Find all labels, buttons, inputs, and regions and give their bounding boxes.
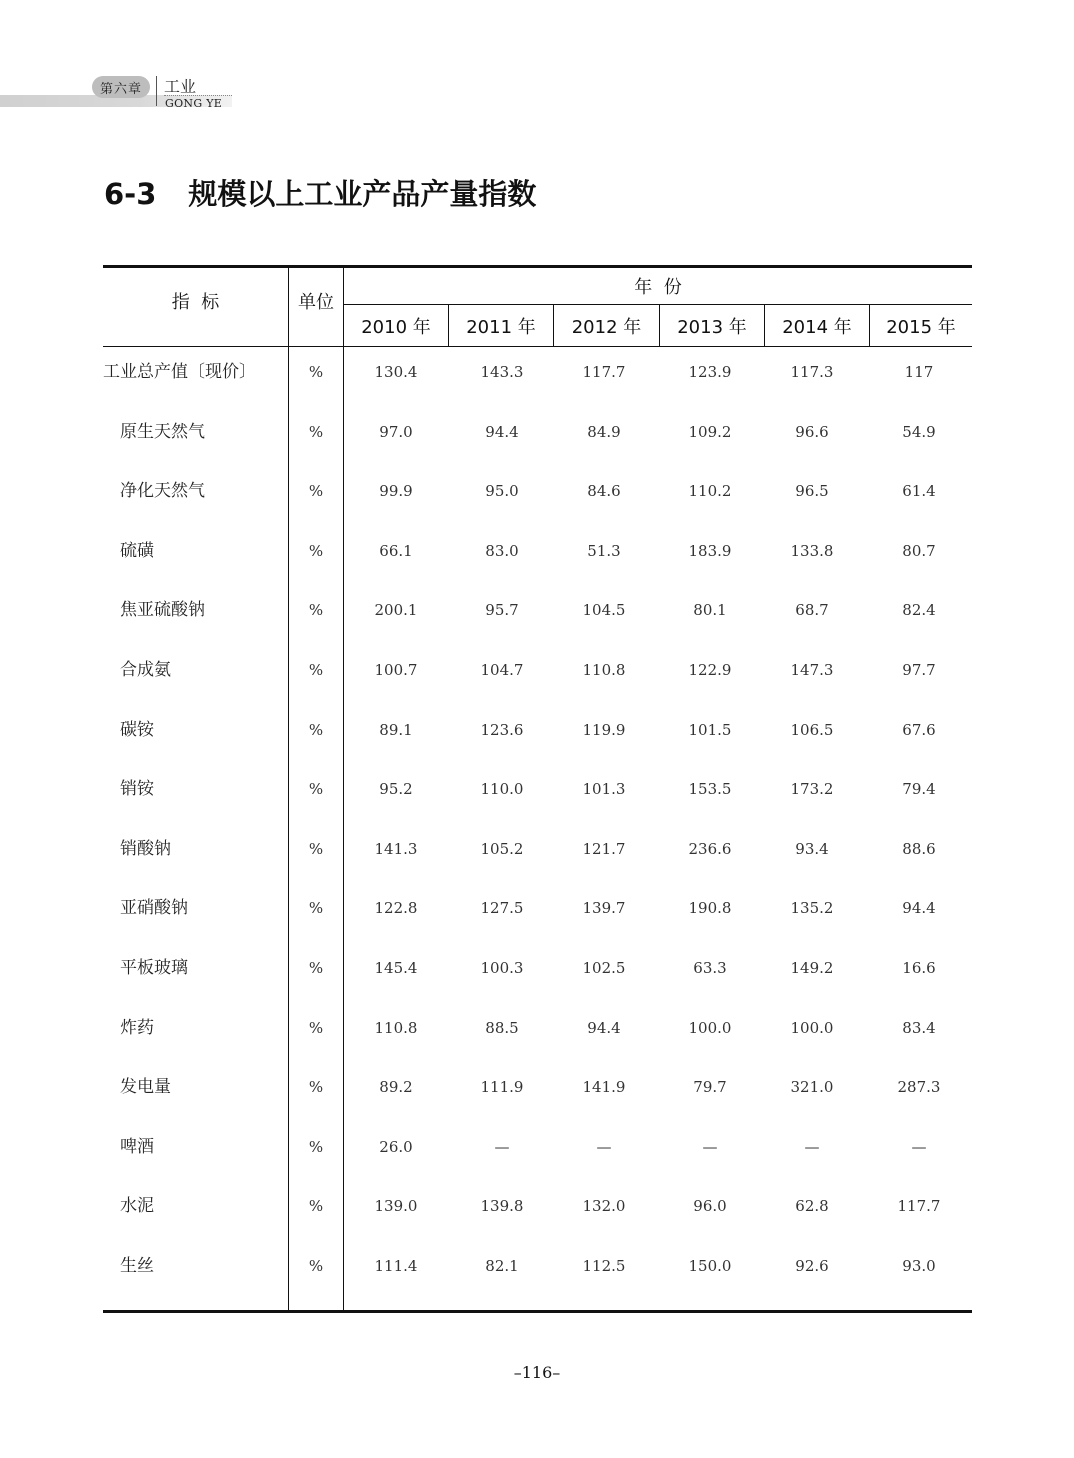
data-cell: 122.9 <box>688 661 732 679</box>
data-cell: 117.3 <box>790 363 834 381</box>
data-cell: 123.9 <box>688 363 732 381</box>
data-cell: 84.6 <box>587 482 621 500</box>
data-cell: 61.4 <box>902 482 936 500</box>
data-cell: 80.7 <box>902 542 936 560</box>
data-cell: — <box>804 1138 820 1156</box>
unit-data-divider <box>343 266 344 1312</box>
row-unit: % <box>308 1197 324 1215</box>
data-cell: 89.1 <box>379 721 413 739</box>
row-label: 碳铵 <box>120 720 154 740</box>
data-cell: 123.6 <box>480 721 524 739</box>
data-cell: 88.5 <box>485 1019 519 1037</box>
data-cell: 96.0 <box>693 1197 727 1215</box>
data-cell: 97.0 <box>379 423 413 441</box>
data-cell: 100.0 <box>790 1019 834 1037</box>
data-cell: 190.8 <box>688 899 732 917</box>
table-bottom-rule <box>103 1310 972 1313</box>
data-cell: 66.1 <box>379 542 413 560</box>
chapter-title: 工业 <box>164 77 197 96</box>
row-label: 生丝 <box>120 1256 154 1276</box>
row-label: 净化天然气 <box>120 481 205 501</box>
data-cell: 102.5 <box>582 959 626 977</box>
row-unit: % <box>308 1078 324 1096</box>
data-cell: 110.8 <box>582 661 626 679</box>
row-unit: % <box>308 780 324 798</box>
row-unit: % <box>308 721 324 739</box>
data-cell: 83.4 <box>902 1019 936 1037</box>
data-cell: 92.6 <box>795 1257 829 1275</box>
data-cell: 93.4 <box>795 840 829 858</box>
data-cell: 130.4 <box>374 363 418 381</box>
col-header-year: 2012 年 <box>571 317 642 338</box>
data-cell: 132.0 <box>582 1197 626 1215</box>
data-cell: 95.0 <box>485 482 519 500</box>
data-cell: 89.2 <box>379 1078 413 1096</box>
data-cell: 54.9 <box>902 423 936 441</box>
data-cell: 141.3 <box>374 840 418 858</box>
data-cell: 133.8 <box>790 542 834 560</box>
data-cell: 80.1 <box>693 601 727 619</box>
data-cell: 100.7 <box>374 661 418 679</box>
data-cell: 94.4 <box>902 899 936 917</box>
data-cell: 150.0 <box>688 1257 732 1275</box>
chapter-divider <box>156 76 157 106</box>
data-cell: 139.0 <box>374 1197 418 1215</box>
data-cell: 139.8 <box>480 1197 524 1215</box>
row-unit: % <box>308 542 324 560</box>
data-cell: 111.4 <box>374 1257 418 1275</box>
data-cell: 26.0 <box>379 1138 413 1156</box>
row-unit: % <box>308 601 324 619</box>
table-number: 6-3 <box>104 177 157 211</box>
data-cell: 135.2 <box>790 899 834 917</box>
year-group-rule <box>343 304 972 305</box>
row-label: 炸药 <box>120 1018 154 1038</box>
data-cell: 111.9 <box>480 1078 524 1096</box>
row-unit: % <box>308 1019 324 1037</box>
data-cell: 287.3 <box>897 1078 941 1096</box>
col-header-year: 2011 年 <box>466 317 536 338</box>
data-cell: 82.4 <box>902 601 936 619</box>
data-cell: 109.2 <box>688 423 732 441</box>
row-label: 销铵 <box>120 779 154 799</box>
chapter-title-underline <box>164 95 232 96</box>
data-cell: — <box>596 1138 612 1156</box>
data-cell: 16.6 <box>902 959 936 977</box>
row-label: 水泥 <box>120 1196 154 1216</box>
row-unit: % <box>308 363 324 381</box>
row-label: 焦亚硫酸钠 <box>120 600 205 620</box>
row-unit: % <box>308 1138 324 1156</box>
row-label: 平板玻璃 <box>120 958 188 978</box>
row-label: 原生天然气 <box>120 422 205 442</box>
col-header-unit: 单位 <box>298 292 334 313</box>
data-cell: 95.2 <box>379 780 413 798</box>
data-cell: 105.2 <box>480 840 524 858</box>
data-cell: 95.7 <box>485 601 519 619</box>
indicator-unit-divider <box>288 266 289 1312</box>
data-cell: 82.1 <box>485 1257 519 1275</box>
data-cell: 88.6 <box>902 840 936 858</box>
data-cell: 143.3 <box>480 363 524 381</box>
row-unit: % <box>308 959 324 977</box>
row-label: 销酸钠 <box>120 839 171 859</box>
data-cell: 200.1 <box>374 601 418 619</box>
row-label: 合成氨 <box>120 660 171 680</box>
col-header-year: 2010 年 <box>361 317 431 338</box>
data-cell: 173.2 <box>790 780 834 798</box>
data-cell: 117.7 <box>582 363 626 381</box>
data-cell: 79.4 <box>902 780 936 798</box>
data-cell: 99.9 <box>379 482 413 500</box>
row-unit: % <box>308 1257 324 1275</box>
col-header-year: 2015 年 <box>886 317 956 338</box>
row-unit: % <box>308 840 324 858</box>
col-header-year-group: 年 份 <box>634 277 682 298</box>
data-cell: 68.7 <box>795 601 829 619</box>
data-cell: 141.9 <box>582 1078 626 1096</box>
data-cell: 104.5 <box>582 601 626 619</box>
data-cell: 94.4 <box>485 423 519 441</box>
row-label: 发电量 <box>120 1077 171 1097</box>
data-cell: 97.7 <box>902 661 936 679</box>
data-cell: 139.7 <box>582 899 626 917</box>
table-title: 规模以上工业产品产量指数 <box>188 177 537 211</box>
data-cell: 127.5 <box>480 899 524 917</box>
data-cell: 153.5 <box>688 780 732 798</box>
data-cell: 321.0 <box>790 1078 834 1096</box>
row-label: 硫磺 <box>120 541 154 561</box>
data-cell: — <box>911 1138 927 1156</box>
data-cell: 96.6 <box>795 423 829 441</box>
chapter-pinyin: GONG YE <box>165 97 223 110</box>
data-cell: 112.5 <box>582 1257 626 1275</box>
row-unit: % <box>308 899 324 917</box>
page-title <box>104 172 536 213</box>
data-cell: 117 <box>904 363 934 381</box>
data-cell: 51.3 <box>587 542 621 560</box>
data-cell: 84.9 <box>587 423 621 441</box>
data-cell: 104.7 <box>480 661 524 679</box>
data-cell: 62.8 <box>795 1197 829 1215</box>
data-cell: 106.5 <box>790 721 834 739</box>
data-cell: 117.7 <box>897 1197 941 1215</box>
data-cell: 100.0 <box>688 1019 732 1037</box>
data-cell: 110.0 <box>480 780 524 798</box>
data-cell: 63.3 <box>693 959 727 977</box>
data-cell: 149.2 <box>790 959 834 977</box>
chapter-badge: 第六章 <box>92 76 150 98</box>
data-cell: — <box>702 1138 718 1156</box>
data-cell: 110.2 <box>688 482 732 500</box>
data-cell: 94.4 <box>587 1019 621 1037</box>
data-cell: 101.5 <box>688 721 732 739</box>
data-cell: 145.4 <box>374 959 418 977</box>
data-cell: 83.0 <box>485 542 519 560</box>
col-header-year: 2013 年 <box>677 317 747 338</box>
data-cell: 236.6 <box>688 840 732 858</box>
data-cell: 119.9 <box>582 721 626 739</box>
data-cell: 101.3 <box>582 780 626 798</box>
row-unit: % <box>308 482 324 500</box>
data-cell: 67.6 <box>902 721 936 739</box>
data-cell: 93.0 <box>902 1257 936 1275</box>
data-cell: 110.8 <box>374 1019 418 1037</box>
page-number: –116– <box>513 1363 561 1382</box>
data-cell: 121.7 <box>582 840 626 858</box>
row-label: 啤酒 <box>120 1137 154 1157</box>
data-cell: 96.5 <box>795 482 829 500</box>
header-bottom-rule <box>103 346 972 347</box>
data-cell: 122.8 <box>374 899 418 917</box>
row-label: 亚硝酸钠 <box>120 898 188 918</box>
data-cell: 147.3 <box>790 661 834 679</box>
row-unit: % <box>308 661 324 679</box>
data-cell: — <box>494 1138 510 1156</box>
data-cell: 79.7 <box>693 1078 727 1096</box>
col-header-year: 2014 年 <box>782 317 852 338</box>
data-cell: 100.3 <box>480 959 524 977</box>
data-cell: 183.9 <box>688 542 732 560</box>
col-header-indicator: 指 标 <box>171 292 220 313</box>
row-unit: % <box>308 423 324 441</box>
row-label: 工业总产值〔现价〕 <box>103 362 256 382</box>
